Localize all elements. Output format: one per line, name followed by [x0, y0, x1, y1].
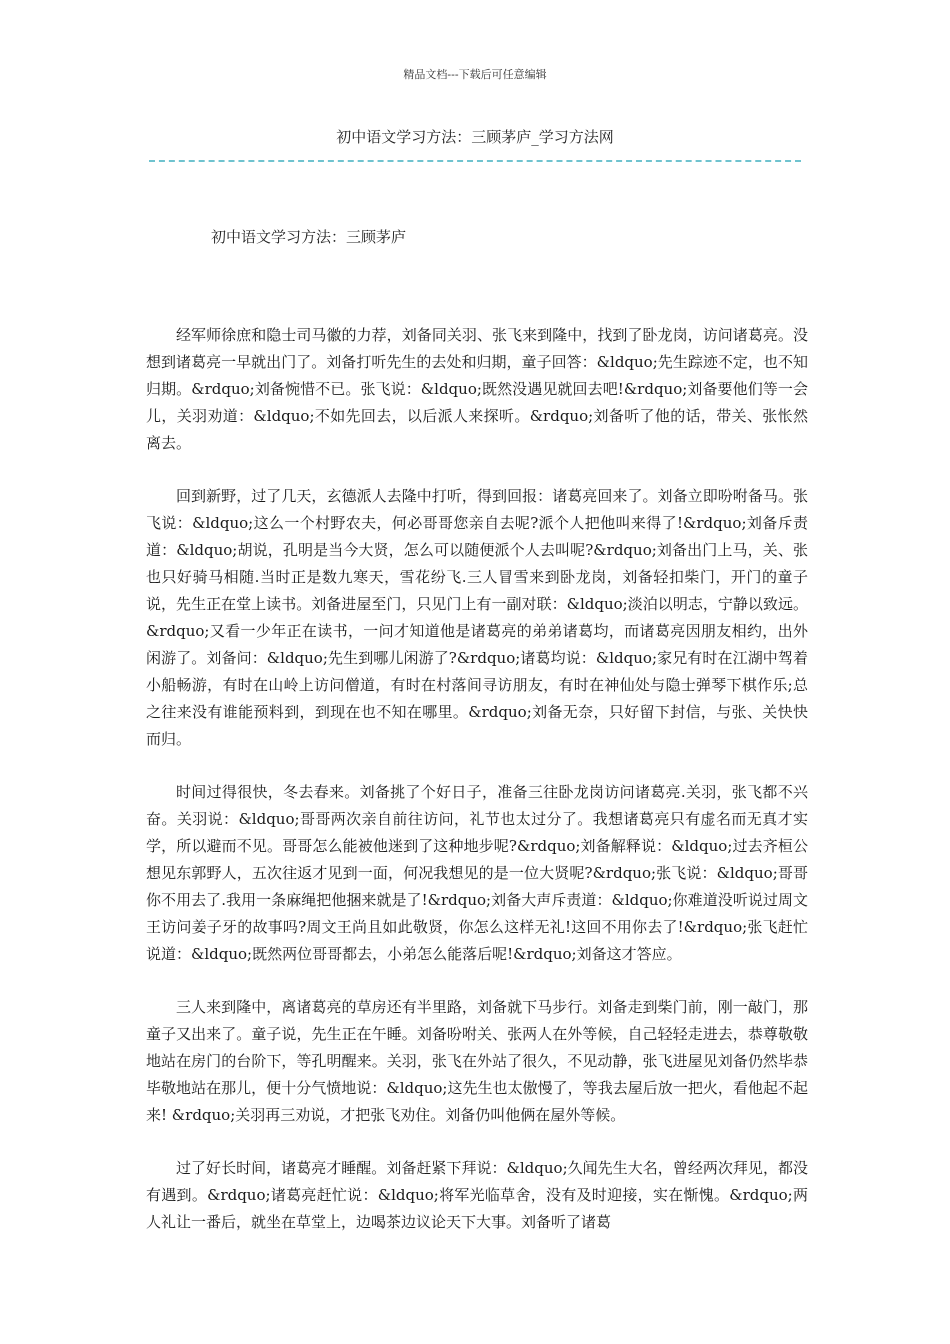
header-note: 精品文档---下载后可任意编辑	[403, 68, 547, 81]
article-subtitle: 初中语文学习方法：三顾茅庐	[211, 228, 407, 246]
paragraph-1: 经军师徐庶和隐士司马徽的力荐，刘备同关羽、张飞来到隆中，找到了卧龙岗，访问诸葛亮。没想到诸葛亮一早就出门了。刘备打听先生的去处和归期，童子回答：&ldquo;先生踪迹不定，也不知归期。&rdquo;刘备惋惜不已。张飞说：&ldquo;既然没遇见就回去吧!&rdquo;刘备要他们等一会儿，关羽劝道：&ldquo;不如先回去，以后派人来探听。&rdquo;刘备听了他的话，带关、张怅然离去。	[146, 326, 808, 452]
paragraph-3: 时间过得很快，冬去春来。刘备挑了个好日子，准备三往卧龙岗访问诸葛亮.关羽，张飞都不兴奋。关羽说：&ldquo;哥哥两次亲自前往访问，礼节也太过分了。我想诸葛亮只有虚名而无真才实学，所以避而不见。哥哥怎么能被他迷到了这种地步呢?&rdquo;刘备解释说：&ldquo;过去齐桓公想见东郭野人，五次往返才见到一面，何况我想见的是一位大贤呢?&rdquo;张飞说：&ldquo;哥哥你不用去了.我用一条麻绳把他捆来就是了!&rdquo;刘备大声斥责道：&ldquo;你难道没听说过周文王访问姜子牙的故事吗?周文王尚且如此敬贤，你怎么这样无礼!这回不用你去了!&rdquo;张飞赶忙说道：&ldquo;既然两位哥哥都去，小弟怎么能落后呢!&rdquo;刘备这才答应。	[146, 783, 808, 963]
title-divider	[149, 160, 801, 162]
article-body	[146, 322, 808, 1262]
paragraph-5: 过了好长时间，诸葛亮才睡醒。刘备赶紧下拜说：&ldquo;久闻先生大名，曾经两次拜见，都没有遇到。&rdquo;诸葛亮赶忙说：&ldquo;将军光临草舍，没有及时迎接，实在惭愧。&rdquo;两人礼让一番后，就坐在草堂上，边喝茶边议论天下大事。刘备听了诸葛	[146, 1159, 808, 1231]
document-title: 初中语文学习方法：三顾茅庐_学习方法网	[336, 128, 614, 146]
paragraph-2: 回到新野，过了几天，玄德派人去隆中打听，得到回报：诸葛亮回来了。刘备立即吩咐备马。张飞说：&ldquo;这么一个村野农夫，何必哥哥您亲自去呢?派个人把他叫来得了!&rdquo;刘备斥责道：&ldquo;胡说，孔明是当今大贤，怎么可以随便派个人去叫呢?&rdquo;刘备出门上马，关、张也只好骑马相随.当时正是数九寒天，雪花纷飞.三人冒雪来到卧龙岗，刘备轻扣柴门，开门的童子说，先生正在堂上读书。刘备进屋至门，只见门上有一副对联：&ldquo;淡泊以明志，宁静以致远。&rdquo;又看一少年正在读书，一问才知道他是诸葛亮的弟弟诸葛均，而诸葛亮因朋友相约，出外闲游了。刘备问：&ldquo;先生到哪儿闲游了?&rdquo;诸葛均说：&ldquo;家兄有时在江湖中驾着小船畅游，有时在山岭上访问僧道，有时在村落间寻访朋友，有时在神仙处与隐士弹琴下棋作乐;总之往来没有谁能预料到，到现在也不知在哪里。&rdquo;刘备无奈，只好留下封信，与张、关快快而归。	[146, 487, 808, 748]
paragraph-4: 三人来到隆中，离诸葛亮的草房还有半里路，刘备就下马步行。刘备走到柴门前，刚一敲门，那童子又出来了。童子说，先生正在午睡。刘备吩咐关、张两人在外等候，自己轻轻走进去，恭尊敬敬地站在房门的台阶下，等孔明醒来。关羽，张飞在外站了很久，不见动静，张飞进屋见刘备仍然毕恭毕敬地站在那儿，便十分气愤地说：&ldquo;这先生也太傲慢了，等我去屋后放一把火，看他起不起来! &rdquo;关羽再三劝说，才把张飞劝住。刘备仍叫他俩在屋外等候。	[146, 998, 808, 1124]
